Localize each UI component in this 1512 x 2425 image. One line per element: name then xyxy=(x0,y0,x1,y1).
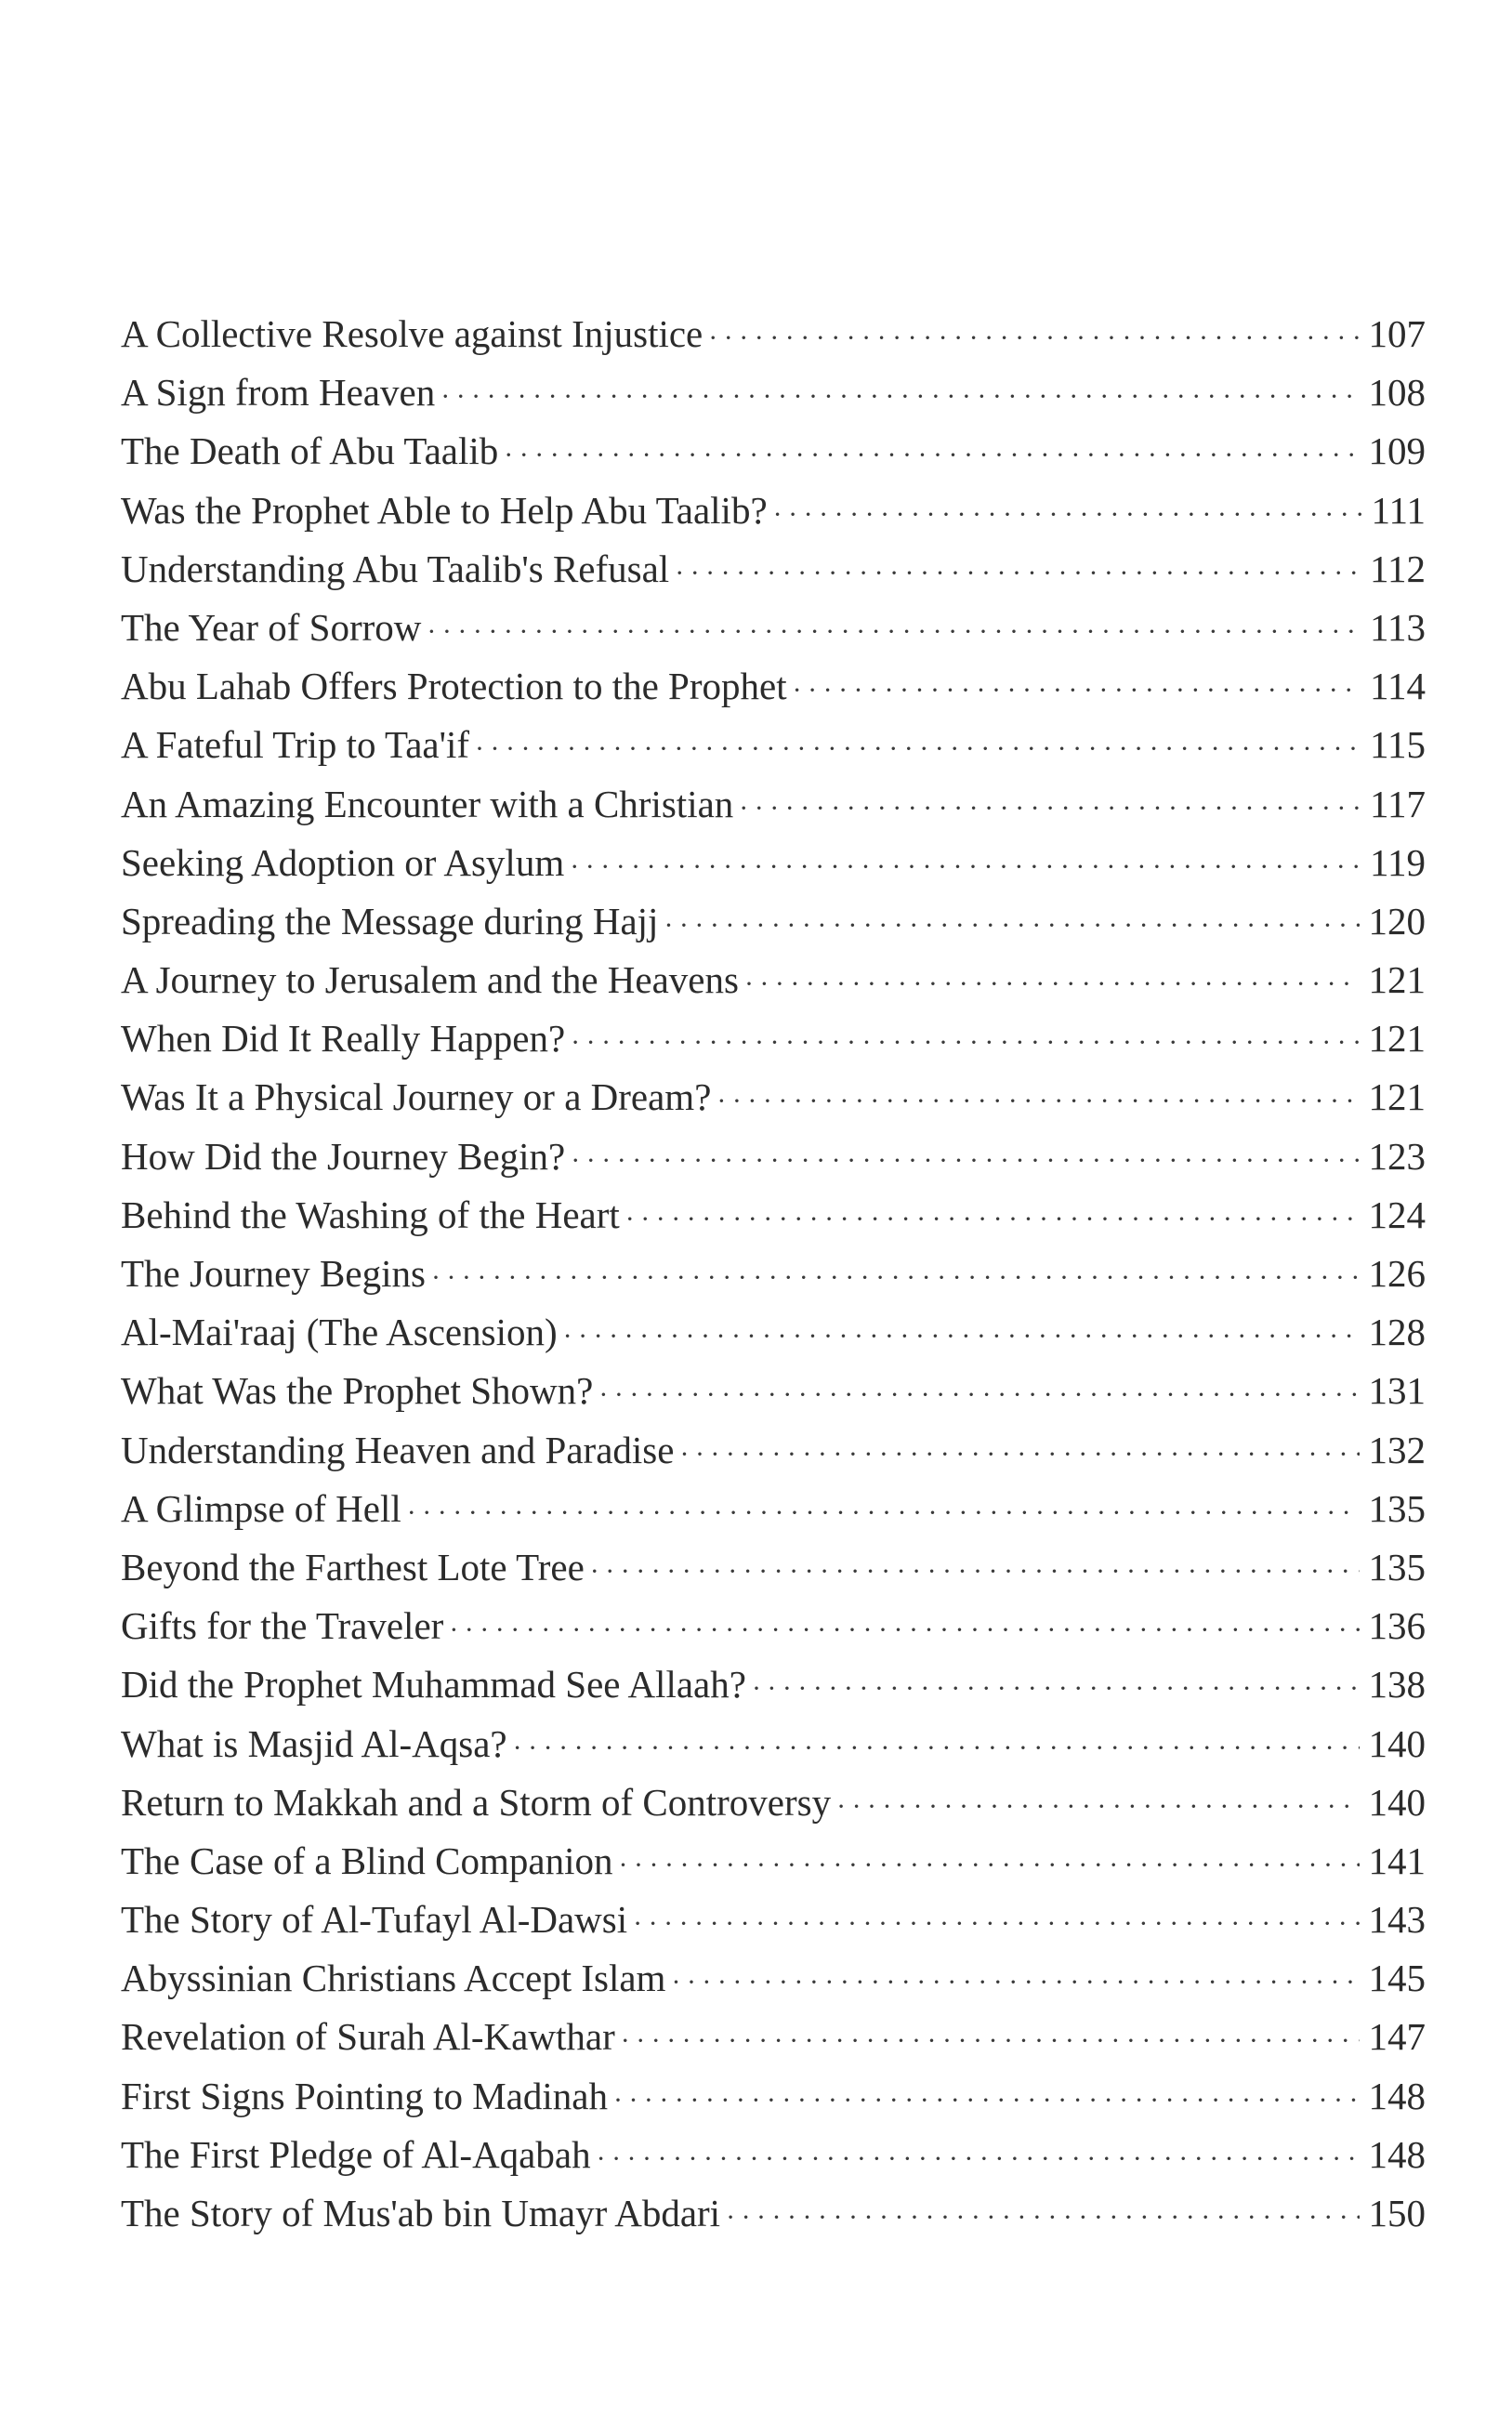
toc-entry xyxy=(121,892,1426,951)
dot-leader xyxy=(513,1719,1360,1777)
dot-leader xyxy=(664,896,1359,955)
toc-entry xyxy=(121,1362,1426,1420)
dot-leader xyxy=(449,1601,1359,1659)
toc-entry-title: The Case of a Blind Companion xyxy=(121,1839,613,1882)
toc-entry-page: 128 xyxy=(1368,1311,1426,1354)
toc-entry-title: Al-Mai'raaj (The Ascension) xyxy=(121,1311,558,1354)
toc-entry xyxy=(121,363,1426,422)
toc-entry-page: 135 xyxy=(1368,1486,1426,1530)
dot-leader xyxy=(679,1425,1359,1483)
toc-entry-page: 131 xyxy=(1368,1369,1426,1413)
toc-entry-page: 140 xyxy=(1368,1780,1426,1824)
toc-entry-title: First Signs Pointing to Madinah xyxy=(121,2074,608,2117)
toc-entry-page: 113 xyxy=(1370,605,1426,649)
dot-leader xyxy=(407,1483,1360,1542)
toc-entry xyxy=(121,2008,1426,2066)
toc-entry-page: 121 xyxy=(1368,1017,1426,1061)
dot-leader xyxy=(836,1777,1359,1836)
toc-entry xyxy=(121,1245,1426,1303)
toc-entry-title: Behind the Washing of the Heart xyxy=(121,1193,620,1236)
toc-entry-title: A Fateful Trip to Taa'if xyxy=(121,723,470,767)
toc-entry-page: 143 xyxy=(1368,1898,1426,1942)
dot-leader xyxy=(475,719,1361,778)
dot-leader xyxy=(752,1659,1360,1718)
toc-entry-page: 148 xyxy=(1368,2074,1426,2117)
dot-leader xyxy=(717,1072,1359,1130)
toc-entry-title: An Amazing Encounter with a Christian xyxy=(121,782,734,825)
dot-leader xyxy=(613,2071,1360,2129)
toc-entry-title: Gifts for the Traveler xyxy=(121,1604,444,1648)
toc-entry xyxy=(121,1009,1426,1068)
dot-leader xyxy=(726,2188,1359,2247)
toc-entry xyxy=(121,305,1426,363)
toc-entry-title: The Year of Sorrow xyxy=(121,605,422,649)
dot-leader xyxy=(427,602,1361,661)
toc-entry-title: How Did the Journey Begin? xyxy=(121,1134,566,1178)
toc-entry-title: Abyssinian Christians Accept Islam xyxy=(121,1957,666,2000)
table-of-contents xyxy=(121,305,1426,2243)
toc-entry xyxy=(121,951,1426,1009)
dot-leader xyxy=(571,1131,1359,1190)
toc-entry xyxy=(121,540,1426,599)
toc-entry xyxy=(121,422,1426,481)
toc-entry-page: 124 xyxy=(1368,1193,1426,1236)
toc-entry xyxy=(121,1480,1426,1538)
toc-entry xyxy=(121,775,1426,834)
toc-entry xyxy=(121,1715,1426,1773)
toc-entry xyxy=(121,481,1426,540)
toc-entry-page: 119 xyxy=(1370,840,1426,884)
dot-leader xyxy=(590,1542,1360,1601)
dot-leader xyxy=(773,485,1362,544)
toc-entry-page: 121 xyxy=(1368,958,1426,1002)
toc-entry xyxy=(121,1655,1426,1714)
toc-entry-title: Understanding Heaven and Paradise xyxy=(121,1428,675,1471)
toc-entry xyxy=(121,1832,1426,1891)
toc-entry-page: 108 xyxy=(1368,371,1426,415)
toc-entry-page: 115 xyxy=(1370,723,1426,767)
toc-entry-page: 150 xyxy=(1368,2192,1426,2234)
toc-entry-page: 112 xyxy=(1370,547,1426,590)
toc-entry-page: 141 xyxy=(1368,1839,1426,1882)
dot-leader xyxy=(440,367,1359,426)
dot-leader xyxy=(739,779,1361,837)
toc-entry xyxy=(121,1186,1426,1245)
toc-entry-page: 117 xyxy=(1370,782,1426,825)
toc-entry xyxy=(121,2126,1426,2184)
toc-entry-title: Was the Prophet Able to Help Abu Taalib? xyxy=(121,488,768,532)
toc-entry-title: A Collective Resolve against Injustice xyxy=(121,312,703,355)
dot-leader xyxy=(633,1894,1359,1953)
toc-entry-page: 147 xyxy=(1368,2015,1426,2059)
toc-entry-page: 123 xyxy=(1368,1134,1426,1178)
toc-entry xyxy=(121,2067,1426,2126)
toc-entry-page: 107 xyxy=(1368,312,1426,355)
toc-entry xyxy=(121,1773,1426,1832)
toc-entry xyxy=(121,1538,1426,1597)
toc-entry-page: 135 xyxy=(1368,1545,1426,1588)
toc-entry-page: 132 xyxy=(1368,1428,1426,1471)
toc-entry xyxy=(121,1891,1426,1949)
toc-entry-page: 148 xyxy=(1368,2132,1426,2176)
toc-entry-page: 109 xyxy=(1368,429,1426,473)
dot-leader xyxy=(793,661,1361,719)
toc-entry-page: 126 xyxy=(1368,1252,1426,1295)
dot-leader xyxy=(504,426,1359,484)
dot-leader xyxy=(571,1013,1359,1072)
toc-entry xyxy=(121,716,1426,774)
dot-leader xyxy=(619,1836,1360,1894)
toc-entry xyxy=(121,1949,1426,2008)
toc-entry-page: 140 xyxy=(1368,1721,1426,1765)
toc-entry-title: A Glimpse of Hell xyxy=(121,1486,401,1530)
toc-entry-title: A Journey to Jerusalem and the Heavens xyxy=(121,958,739,1002)
dot-leader xyxy=(570,837,1361,896)
dot-leader xyxy=(744,955,1360,1013)
toc-entry-title: Abu Lahab Offers Protection to the Prophet xyxy=(121,665,787,708)
dot-leader xyxy=(671,1953,1359,2011)
toc-entry-title: Spreading the Message during Hajj xyxy=(121,899,659,942)
dot-leader xyxy=(625,1190,1360,1248)
toc-entry-page: 145 xyxy=(1368,1957,1426,2000)
toc-entry-title: The Death of Abu Taalib xyxy=(121,429,499,473)
dot-leader xyxy=(431,1248,1360,1307)
toc-entry xyxy=(121,834,1426,892)
dot-leader xyxy=(675,544,1361,602)
toc-entry-title: What Was the Prophet Shown? xyxy=(121,1369,594,1413)
toc-entry xyxy=(121,1068,1426,1127)
toc-entry xyxy=(121,1127,1426,1186)
toc-entry xyxy=(121,1303,1426,1362)
toc-entry-title: A Sign from Heaven xyxy=(121,371,436,415)
toc-entry-title: The Story of Al-Tufayl Al-Dawsi xyxy=(121,1898,628,1942)
dot-leader xyxy=(621,2011,1360,2070)
toc-entry-title: The Journey Begins xyxy=(121,1252,426,1295)
toc-entry-title: The First Pledge of Al-Aqabah xyxy=(121,2132,591,2176)
toc-entry-page: 138 xyxy=(1368,1663,1426,1707)
toc-entry-title: When Did It Really Happen? xyxy=(121,1017,566,1061)
toc-entry-title: What is Masjid Al-Aqsa? xyxy=(121,1721,507,1765)
toc-entry-title: Understanding Abu Taalib's Refusal xyxy=(121,547,670,590)
toc-entry-page: 120 xyxy=(1368,899,1426,942)
toc-entry-title: Seeking Adoption or Asylum xyxy=(121,840,565,884)
toc-entry xyxy=(121,2184,1426,2243)
dot-leader xyxy=(708,309,1359,367)
toc-entry-title: Revelation of Surah Al-Kawthar xyxy=(121,2015,615,2059)
dot-leader xyxy=(598,1365,1359,1424)
toc-entry-page: 111 xyxy=(1371,488,1426,532)
toc-entry-page: 121 xyxy=(1368,1075,1426,1119)
toc-entry xyxy=(121,1597,1426,1655)
toc-entry xyxy=(121,657,1426,716)
toc-entry-title: Was It a Physical Journey or a Dream? xyxy=(121,1075,712,1119)
toc-entry-title: Return to Makkah and a Storm of Controversy xyxy=(121,1780,832,1824)
toc-entry xyxy=(121,1421,1426,1480)
dot-leader xyxy=(597,2129,1360,2188)
toc-entry-title: Beyond the Farthest Lote Tree xyxy=(121,1545,585,1588)
toc-entry-page: 114 xyxy=(1370,665,1426,708)
toc-entry xyxy=(121,599,1426,657)
toc-entry-title: The Story of Mus'ab bin Umayr Abdari xyxy=(121,2192,721,2234)
toc-entry-title: Did the Prophet Muhammad See Allaah? xyxy=(121,1663,746,1707)
toc-entry-page: 136 xyxy=(1368,1604,1426,1648)
dot-leader xyxy=(563,1307,1360,1365)
